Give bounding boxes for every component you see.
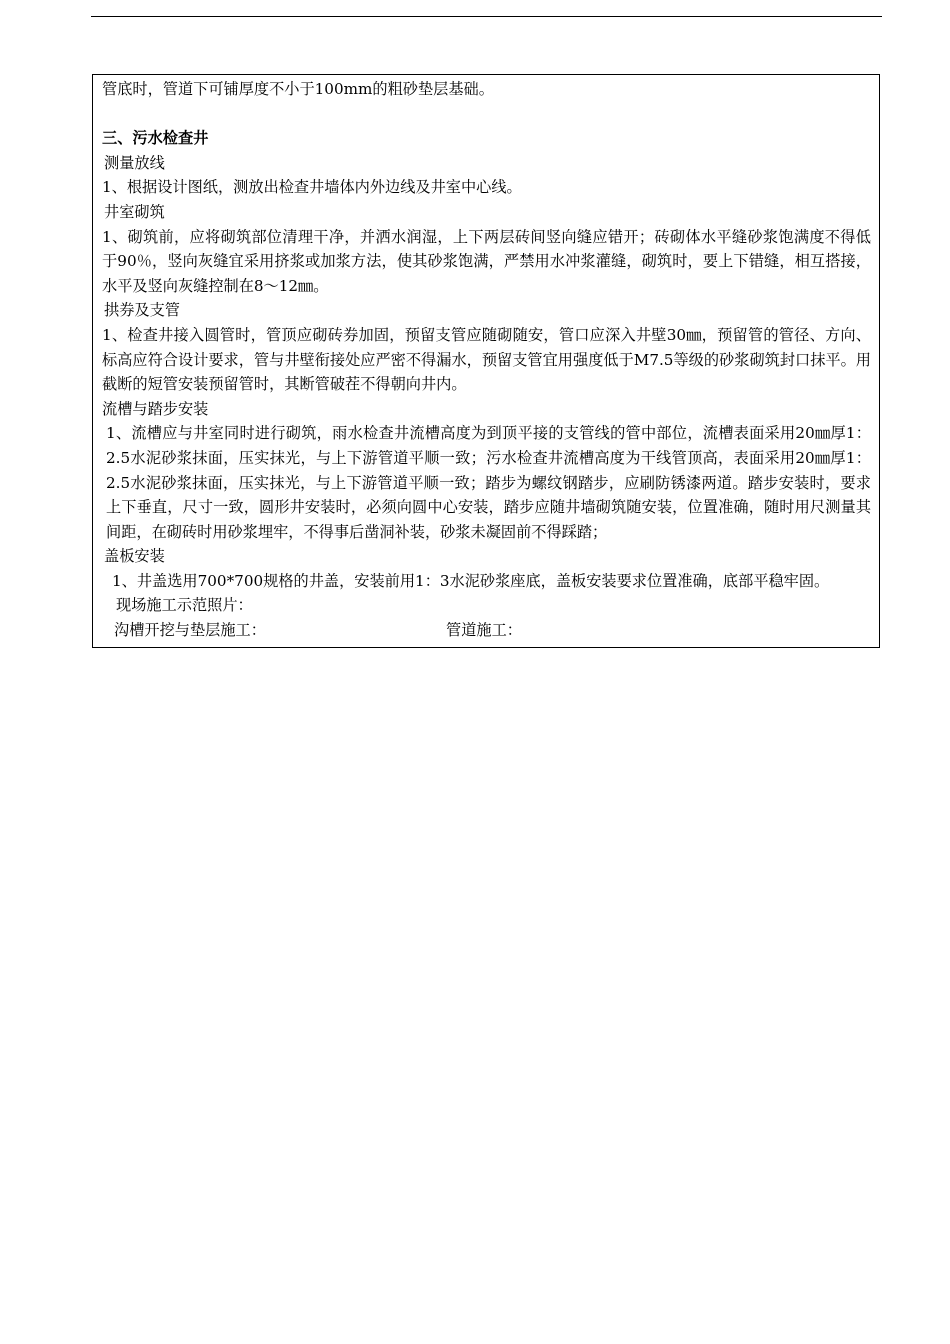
- photo-intro: 现场施工示范照片：: [116, 596, 253, 615]
- paragraph-arch: 1、检查井接入圆管时，管顶应砌砖券加固，预留支管应随砌随安，管口应深入井壁30㎜，预留管的管径、方向、标高应符合设计要求，管与井壁衔接处应严密不得漏水，预留支管宜用强度低于M7.5等级的砂浆砌筑封口抹平。用截断的短管安装预留管时，其断管破茬不得朝向井内。: [102, 325, 871, 394]
- subheading-masonry: 井室砌筑: [104, 202, 165, 221]
- header-rule: [91, 16, 882, 17]
- subheading-survey: 测量放线: [104, 153, 165, 172]
- subheading-arch: 拱券及支管: [104, 301, 180, 320]
- paragraph-survey: 1、根据设计图纸，测放出检查井墙体内外边线及井室中心线。: [102, 178, 522, 197]
- photo-caption-pipe: 管道施工：: [446, 621, 522, 640]
- paragraph-bedding: 管底时，管道下可铺厚度不小于100mm的粗砂垫层基础。: [102, 80, 494, 98]
- photo-caption-trench: 沟槽开挖与垫层施工：: [114, 621, 266, 640]
- section-title: 三、污水检查井: [102, 129, 209, 148]
- blank-line: [102, 102, 871, 127]
- paragraph-channel: 1、流槽应与井室同时进行砌筑，雨水检查井流槽高度为到顶平接的支管线的管中部位，流槽表面采用20㎜厚1：2.5水泥砂浆抹面，压实抹光，与上下游管道平顺一致；污水检查井流槽高度为干线管顶高，表面采用20㎜厚1：2.5水泥砂浆抹面，压实抹光，与上下游管道平顺一致；踏步为螺纹钢踏步，应刷防锈漆两道。踏步安装时，要求上下垂直，尺寸一致，圆形井安装时，必须向圆中心安装，踏步应随井墙砌筑随安装，位置准确，随时用尺测量其间距，在砌砖时用砂浆埋牢，不得事后凿洞补装，砂浆未凝固前不得踩踏；: [106, 424, 871, 541]
- paragraph-masonry: 1、砌筑前，应将砌筑部位清理干净，并洒水润湿，上下两层砖间竖向缝应错开；砖砌体水平缝砂浆饱满度不得低于90％，竖向灰缝宜采用挤浆或加浆方法，使其砂浆饱满，严禁用水冲浆灌缝，砌筑时，要上下错缝，相互搭接，水平及竖向灰缝控制在8～12㎜。: [102, 227, 871, 295]
- paragraph-cover: 1、井盖选用700*700规格的井盖，安装前用1：3水泥砂浆座底，盖板安装要求位置准确，底部平稳牢固。: [112, 571, 830, 590]
- content-box: [92, 74, 880, 648]
- subheading-cover: 盖板安装: [104, 547, 165, 566]
- photo-caption-row: [102, 618, 871, 643]
- subheading-channel: 流槽与踏步安装: [102, 399, 209, 418]
